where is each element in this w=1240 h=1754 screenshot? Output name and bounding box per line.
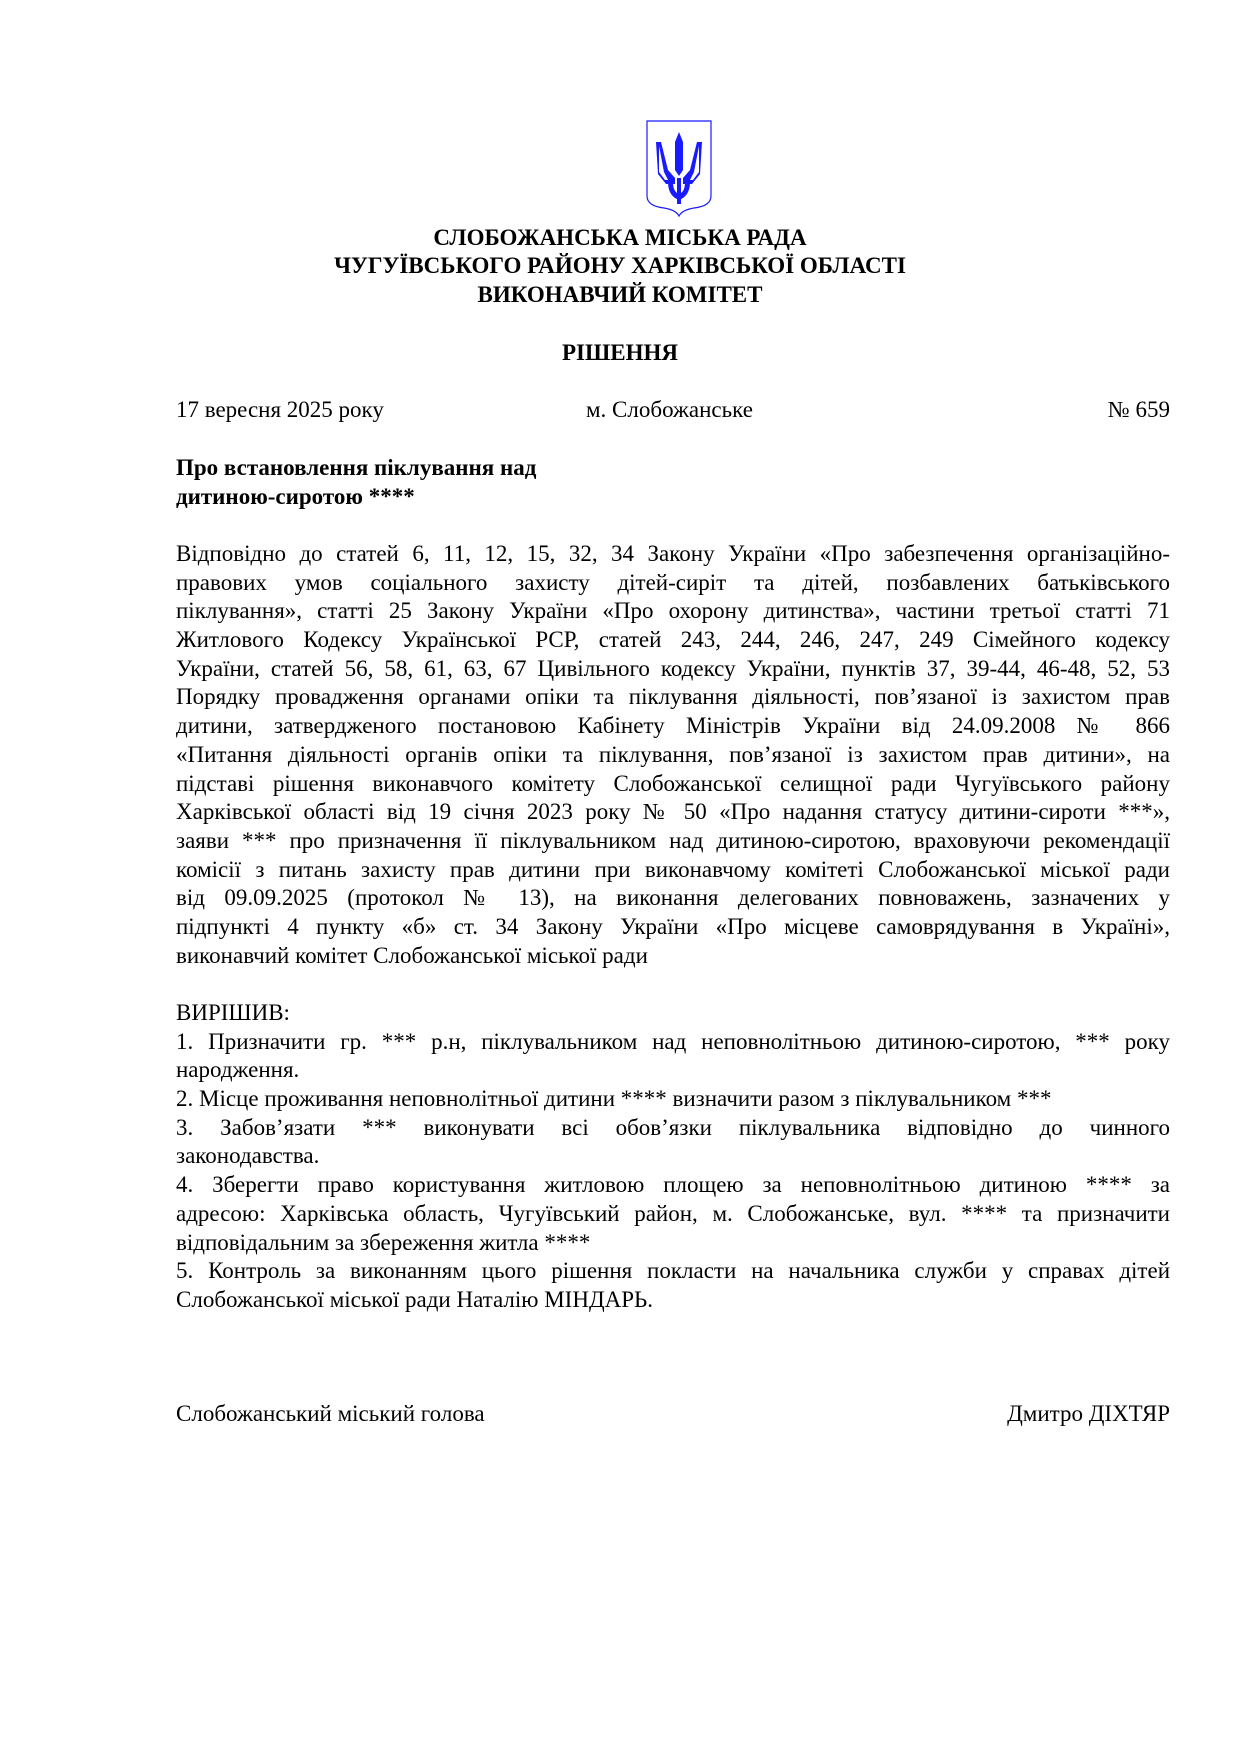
preamble-line: виконавчий комітет Слобожанської міської ради — [176, 942, 648, 968]
decision-line: 4. Зберегти право користування житловою площею за неповнолітньою дитиною **** за — [176, 1172, 1170, 1198]
document-date: 17 вересня 2025 року — [176, 397, 384, 422]
document-type: РІШЕННЯ — [562, 340, 678, 365]
decision-line: Слобожанської міської ради Наталію МІНДАРЬ. — [176, 1286, 653, 1312]
preamble-line: Порядку провадження органами опіки та піклування діяльності, пов’язаної із захистом прав — [176, 684, 1170, 710]
coat-of-arms-icon — [644, 118, 714, 218]
preamble-line: України, статей 56, 58, 61, 63, 67 Цивільного кодексу України, пунктів 37, 39-44, 46-48, 52, 53 — [176, 655, 1170, 681]
council-name: СЛОБОЖАНСЬКА МІСЬКА РАДА — [433, 225, 807, 250]
document-meta-row — [176, 396, 1170, 425]
committee-name: ВИКОНАВЧИЙ КОМІТЕТ — [477, 282, 763, 307]
decision-line: народження. — [176, 1057, 300, 1083]
document-title — [176, 454, 1170, 511]
document-place: м. Слобожанське — [586, 397, 753, 422]
decision-section — [176, 999, 1170, 1315]
preamble-line: Відповідно до статей 6, 11, 12, 15, 32, 34 Закону України «Про забезпечення організаційно- — [176, 541, 1170, 566]
document-number: № 659 — [1107, 397, 1170, 422]
preamble-line: «Питання діяльності органів опіки та піклування, пов’язаної із захистом прав дитини», на — [176, 741, 1170, 767]
decision-line: відповідальним за збереження житла **** — [176, 1229, 591, 1255]
decision-line: ВИРІШИВ: — [176, 1000, 290, 1025]
decision-line: 3. Забов’язати *** виконувати всі обов’язки піклувальника відповідно до чинного — [176, 1114, 1170, 1140]
preamble-line: підпункті 4 пункту «б» ст. 34 Закону України «Про місцеве самоврядування в Україні», — [176, 913, 1170, 939]
preamble-line: піклування», статті 25 Закону України «Про охорону дитинства», частини третьої статті 71 — [176, 598, 1170, 624]
preamble-line: Харківської області від 19 січня 2023 року № 50 «Про надання статусу дитини-сироти ***», — [176, 799, 1170, 825]
preamble-line: від 09.09.2025 (протокол № 13), на виконання делегованих повноважень, зазначених у — [176, 885, 1170, 911]
signatory-name: Дмитро ДІХТЯР — [1007, 1401, 1170, 1426]
preamble-line: дитини, затвердженого постановою Кабінету Міністрів України від 24.09.2008 № 866 — [176, 713, 1170, 739]
preamble-line: правових умов соціального захисту дітей-сиріт та дітей, позбавлених батьківського — [176, 569, 1170, 595]
decision-line: 5. Контроль за виконанням цього рішення покласти на начальника служби у справах дітей — [176, 1258, 1170, 1284]
preamble-line: Житлового Кодексу Української РСР, статей 243, 244, 246, 247, 249 Сімейного кодексу — [176, 627, 1170, 653]
preamble-paragraph — [176, 540, 1170, 970]
decision-line: законодавства. — [176, 1143, 320, 1169]
preamble-line: підставі рішення виконавчого комітету Слобожанської селищної ради Чугуївського району — [176, 770, 1170, 796]
district-name: ЧУГУЇВСЬКОГО РАЙОНУ ХАРКІВСЬКОЇ ОБЛАСТІ — [334, 253, 906, 278]
decision-line: 2. Місце проживання неповнолітньої дитини **** визначити разом з піклувальником *** — [176, 1086, 1052, 1112]
title-line: Про встановлення піклування над — [176, 455, 537, 480]
preamble-line: комісії з питань захисту прав дитини при виконавчому комітеті Слобожанської міської ради — [176, 856, 1170, 882]
preamble-line: заяви *** про призначення її піклувальником над дитиною-сиротою, враховуючи рекомендації — [176, 827, 1170, 853]
signatory-position: Слобожанський міський голова — [176, 1401, 485, 1426]
title-line: дитиною-сиротою **** — [176, 483, 415, 509]
decision-line: адресою: Харківська область, Чугуївський район, м. Слобожанське, вул. **** та призначити — [176, 1200, 1170, 1226]
decision-line: 1. Призначити гр. *** р.н, піклувальником над неповнолітньою дитиною-сиротою, *** року — [176, 1028, 1170, 1054]
